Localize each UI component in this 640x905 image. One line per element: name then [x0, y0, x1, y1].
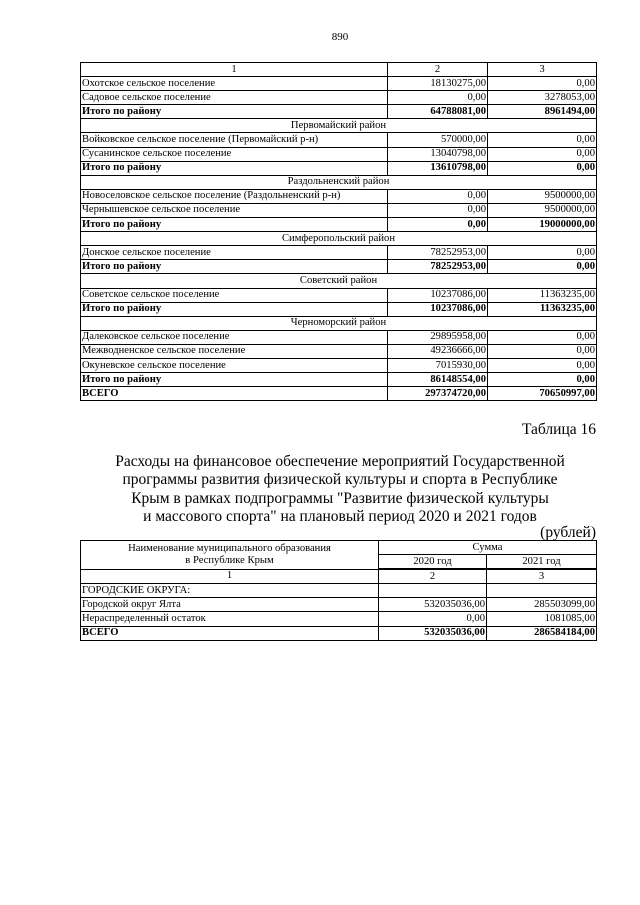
- district-header-row: [81, 119, 597, 133]
- amount-col3: 0,00: [488, 260, 597, 274]
- amount-col2: 0,00: [388, 218, 488, 232]
- district-header-row: [81, 232, 597, 246]
- amount-col2: 86148554,00: [388, 373, 488, 387]
- table-row: [81, 189, 597, 203]
- settlement-name: Войковское сельское поселение (Первомайский р-н): [81, 133, 388, 147]
- column-number: 1: [81, 63, 388, 77]
- table-row: [81, 598, 597, 612]
- total-2020: 532035036,00: [379, 626, 487, 640]
- column-number: 3: [488, 63, 597, 77]
- column-header-name: [81, 541, 379, 570]
- amount-2020: 0,00: [379, 612, 487, 626]
- unit-label: (рублей): [540, 524, 596, 541]
- table-row: [81, 133, 597, 147]
- total-row: [81, 302, 597, 316]
- amount-2020: 532035036,00: [379, 598, 487, 612]
- amount-col2: 78252953,00: [388, 260, 488, 274]
- title-line: и массового спорта" на плановый период 2020 и 2021 годов: [143, 507, 537, 525]
- district-name: Раздольненский район: [81, 175, 597, 189]
- settlement-name: Новоселовское сельское поселение (Раздольненский р-н): [81, 189, 388, 203]
- amount-col2: 18130275,00: [388, 77, 488, 91]
- settlement-name: ВСЕГО: [81, 387, 388, 401]
- header-line: в Республике Крым: [185, 554, 274, 566]
- amount-col3: 0,00: [488, 373, 597, 387]
- settlement-name: Сусанинское сельское поселение: [81, 147, 388, 161]
- settlement-name: Итого по району: [81, 302, 388, 316]
- amount-col2: 78252953,00: [388, 246, 488, 260]
- grand-total-row: [81, 626, 597, 640]
- amount-col2: 0,00: [388, 189, 488, 203]
- amount-2021: 285503099,00: [487, 598, 597, 612]
- total-row: [81, 387, 597, 401]
- amount-col3: 8961494,00: [488, 105, 597, 119]
- column-number: 1: [81, 569, 379, 584]
- amount-col3: 0,00: [488, 330, 597, 344]
- table-row: [81, 288, 597, 302]
- column-number: 3: [487, 569, 597, 584]
- expenses-table-continued: [80, 62, 597, 401]
- amount-col2: 0,00: [388, 203, 488, 217]
- table-title: [90, 453, 590, 526]
- column-header-2021: 2021 год: [487, 555, 597, 570]
- settlement-name: Донское сельское поселение: [81, 246, 388, 260]
- total-row: [81, 105, 597, 119]
- table-row: [81, 612, 597, 626]
- amount-col3: 9500000,00: [488, 203, 597, 217]
- district-header-row: [81, 175, 597, 189]
- settlement-name: Чернышевское сельское поселение: [81, 203, 388, 217]
- settlement-name: Советское сельское поселение: [81, 288, 388, 302]
- amount-col3: 0,00: [488, 133, 597, 147]
- section-row: [81, 584, 597, 598]
- municipality-name: Городской округ Ялта: [81, 598, 379, 612]
- amount-col3: 0,00: [488, 358, 597, 372]
- header-row: [81, 541, 597, 555]
- amount-col2: 13610798,00: [388, 161, 488, 175]
- total-row: [81, 260, 597, 274]
- column-number-row: [81, 569, 597, 584]
- empty-cell: [487, 584, 597, 598]
- amount-col3: 0,00: [488, 77, 597, 91]
- amount-col3: 0,00: [488, 344, 597, 358]
- amount-2021: 1081085,00: [487, 612, 597, 626]
- total-label: ВСЕГО: [81, 626, 379, 640]
- table-row: [81, 246, 597, 260]
- amount-col3: 19000000,00: [488, 218, 597, 232]
- empty-cell: [379, 584, 487, 598]
- settlement-name: Далековское сельское поселение: [81, 330, 388, 344]
- table-row: [81, 77, 597, 91]
- municipality-name: Нераспределенный остаток: [81, 612, 379, 626]
- settlement-name: Окуневское сельское поселение: [81, 358, 388, 372]
- column-header-2020: 2020 год: [379, 555, 487, 570]
- section-label: ГОРОДСКИЕ ОКРУГА:: [81, 584, 379, 598]
- amount-col3: 70650997,00: [488, 387, 597, 401]
- total-row: [81, 161, 597, 175]
- settlement-name: Межводненское сельское поселение: [81, 344, 388, 358]
- settlement-name: Итого по району: [81, 218, 388, 232]
- district-name: Первомайский район: [81, 119, 597, 133]
- district-header-row: [81, 316, 597, 330]
- table-label: Таблица 16: [521, 421, 596, 438]
- title-line: программы развития физической культуры и спорта в Республике: [122, 471, 558, 489]
- amount-col3: 0,00: [488, 161, 597, 175]
- district-name: Советский район: [81, 274, 597, 288]
- column-number-row: [81, 63, 597, 77]
- amount-col2: 49236666,00: [388, 344, 488, 358]
- title-line: Крым в рамках подпрограммы "Развитие физической культуры: [131, 489, 549, 507]
- header-line: Наименование муниципального образования: [128, 542, 331, 554]
- table-row: [81, 330, 597, 344]
- amount-col3: 9500000,00: [488, 189, 597, 203]
- total-2021: 286584184,00: [487, 626, 597, 640]
- amount-col3: 3278053,00: [488, 91, 597, 105]
- column-number: 2: [379, 569, 487, 584]
- settlement-name: Итого по району: [81, 260, 388, 274]
- amount-col2: 297374720,00: [388, 387, 488, 401]
- amount-col3: 11363235,00: [488, 288, 597, 302]
- expenses-table-16: [80, 540, 597, 641]
- amount-col2: 570000,00: [388, 133, 488, 147]
- district-name: Симферопольский район: [81, 232, 597, 246]
- settlement-name: Садовое сельское поселение: [81, 91, 388, 105]
- amount-col3: 0,00: [488, 147, 597, 161]
- amount-col2: 29895958,00: [388, 330, 488, 344]
- settlement-name: Итого по району: [81, 373, 388, 387]
- column-number: 2: [388, 63, 488, 77]
- table-row: [81, 203, 597, 217]
- amount-col2: 0,00: [388, 91, 488, 105]
- column-header-sum: Сумма: [379, 541, 597, 555]
- amount-col2: 7015930,00: [388, 358, 488, 372]
- total-row: [81, 373, 597, 387]
- title-line: Расходы на финансовое обеспечение мероприятий Государственной: [115, 453, 565, 470]
- table-row: [81, 91, 597, 105]
- total-row: [81, 218, 597, 232]
- district-header-row: [81, 274, 597, 288]
- amount-col2: 10237086,00: [388, 288, 488, 302]
- amount-col2: 10237086,00: [388, 302, 488, 316]
- amount-col3: 0,00: [488, 246, 597, 260]
- table-row: [81, 147, 597, 161]
- district-name: Черноморский район: [81, 316, 597, 330]
- amount-col2: 13040798,00: [388, 147, 488, 161]
- settlement-name: Охотское сельское поселение: [81, 77, 388, 91]
- settlement-name: Итого по району: [81, 105, 388, 119]
- table-row: [81, 344, 597, 358]
- amount-col3: 11363235,00: [488, 302, 597, 316]
- table-row: [81, 358, 597, 372]
- settlement-name: Итого по району: [81, 161, 388, 175]
- page-number: 890: [331, 31, 349, 43]
- amount-col2: 64788081,00: [388, 105, 488, 119]
